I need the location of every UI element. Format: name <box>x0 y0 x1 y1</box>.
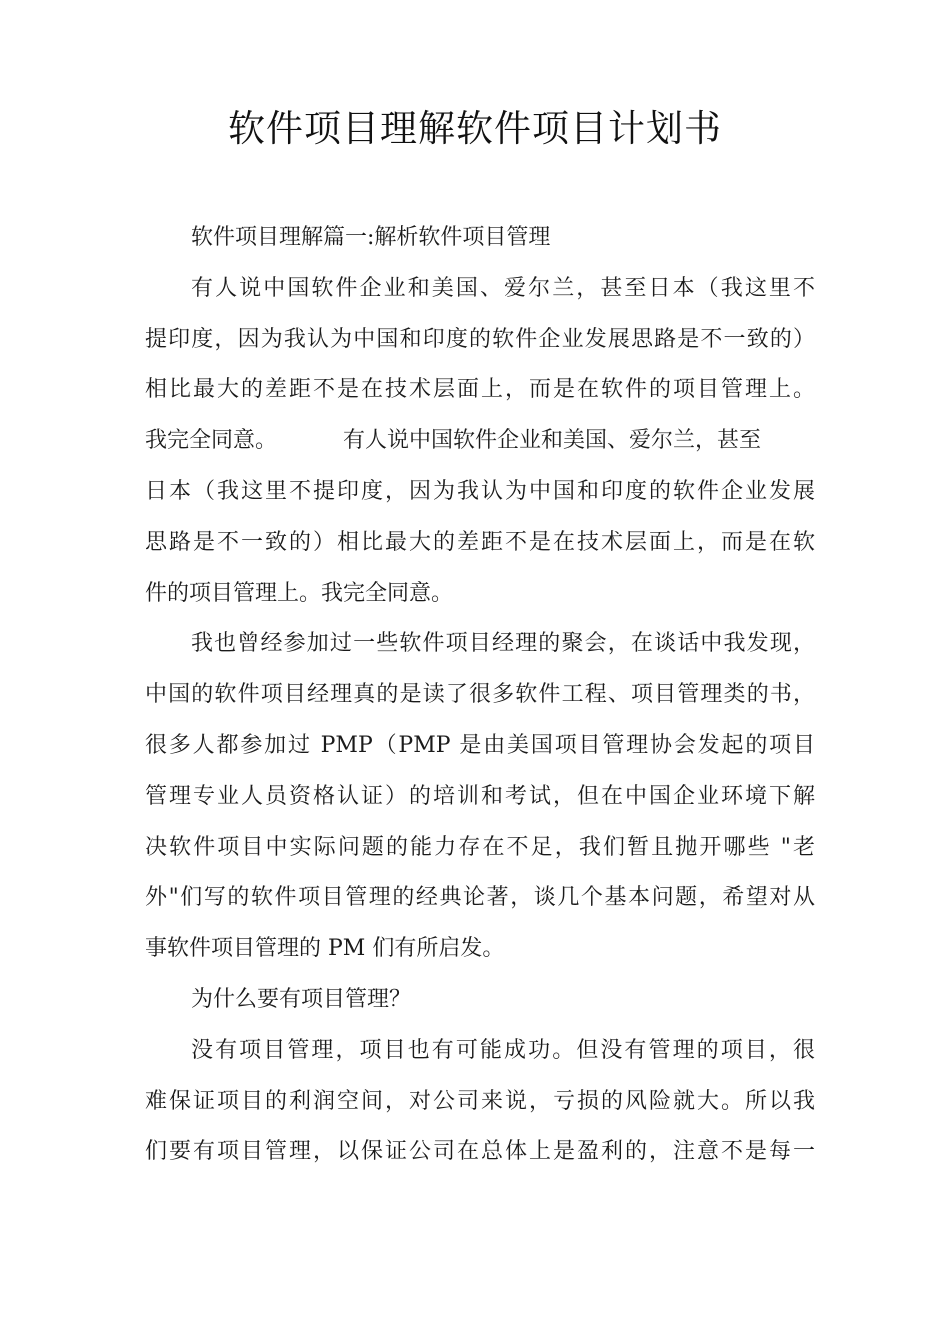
text-line: 事软件项目管理的 PM 们有所启发。 <box>145 936 505 962</box>
document-title: 软件项目理解软件项目计划书 <box>228 107 722 150</box>
text-segment: 有人说中国软件企业和美国、爱尔兰，甚至 <box>343 428 762 454</box>
text-line: 管理专业人员资格认证）的培训和考试，但在中国企业环境下解 <box>145 783 815 809</box>
text-segment: 我完全同意。 <box>145 428 278 454</box>
text-line: 件的项目管理上。我完全同意。 <box>145 580 454 606</box>
text-line: 相比最大的差距不是在技术层面上，而是在软件的项目管理上。 <box>145 377 815 403</box>
text-line: 日本（我这里不提印度，因为我认为中国和印度的软件企业发展 <box>145 478 815 504</box>
text-line: 决软件项目中实际问题的能力存在不足，我们暂且抛开哪些 "老 <box>145 834 815 860</box>
text-line: 难保证项目的利润空间，对公司来说，亏损的风险就大。所以我 <box>145 1088 815 1114</box>
text-line: 提印度，因为我认为中国和印度的软件企业发展思路是不一致的） <box>145 326 815 352</box>
document-body <box>145 213 815 1178</box>
text-line: 有人说中国软件企业和美国、爱尔兰，甚至日本（我这里不 <box>191 275 815 301</box>
text-line: 思路是不一致的）相比最大的差距不是在技术层面上，而是在软 <box>145 529 815 555</box>
text-line: 我也曾经参加过一些软件项目经理的聚会，在谈话中我发现， <box>191 631 815 657</box>
section-question: 为什么要有项目管理？ <box>191 986 412 1012</box>
text-line: 没有项目管理，项目也有可能成功。但没有管理的项目，很 <box>191 1037 815 1063</box>
section-heading: 软件项目理解篇一:解析软件项目管理 <box>191 225 551 250</box>
text-line: 中国的软件项目经理真的是读了很多软件工程、项目管理类的书， <box>145 682 815 708</box>
text-line-split <box>145 416 815 467</box>
text-line: 很多人都参加过 PMP（PMP 是由美国项目管理协会发起的项目 <box>145 732 815 758</box>
text-line: 们要有项目管理，以保证公司在总体上是盈利的，注意不是每一 <box>145 1139 815 1165</box>
text-line: 外"们写的软件项目管理的经典论著，谈几个基本问题，希望对从 <box>145 885 815 911</box>
